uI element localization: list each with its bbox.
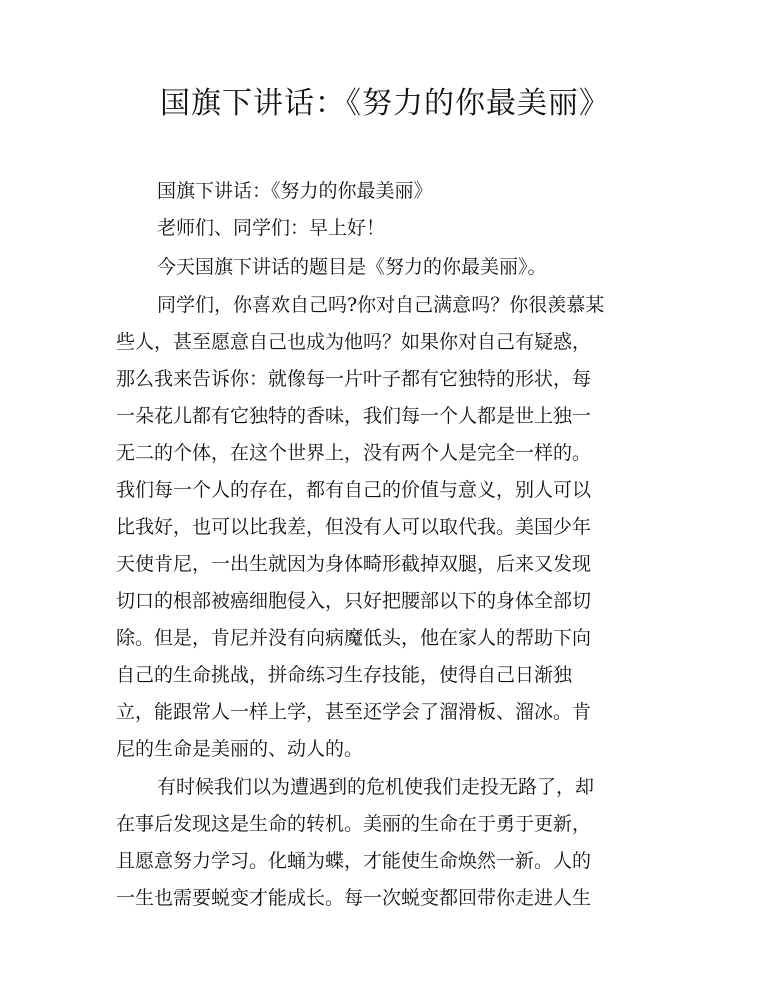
body-text-line: 自己的生命挑战，拼命练习生存技能，使得自己日渐独 [116,664,573,686]
body-text-line: 那么我来告诉你：就像每一片叶子都有它独特的形状，每 [116,368,592,390]
body-text-line: 天使肯尼，一出生就因为身体畸形截掉双腿，后来又发现 [116,553,592,575]
topic-line: 今天国旗下讲话的题目是《努力的你最美丽》。 [157,256,547,278]
body-text-line: 我们每一个人的存在，都有自己的价值与意义，别人可以 [116,479,592,501]
body-text-line: 同学们，你喜欢自己吗?你对自己满意吗？你很羡慕某 [157,294,605,316]
paragraph-heading-line: 国旗下讲话：《努力的你最美丽》 [157,180,433,202]
body-text-line: 在事后发现这是生命的转机。美丽的生命在于勇于更新， [116,813,592,835]
body-text-line: 一朵花儿都有它独特的香味，我们每一个人都是世上独一 [116,405,592,427]
body-text-line: 立，能跟常人一样上学，甚至还学会了溜滑板、溜冰。肯 [116,701,592,723]
body-text-line: 除。但是，肯尼并没有向病魔低头，他在家人的帮助下向 [116,627,592,649]
body-text-line: 比我好，也可以比我差，但没有人可以取代我。美国少年 [116,516,592,538]
body-text-line: 切口的根部被癌细胞侵入，只好把腰部以下的身体全部切 [116,590,592,612]
body-text-line: 无二的个体，在这个世界上，没有两个人是完全一样的。 [116,442,592,464]
body-text-line: 一生也需要蜕变才能成长。每一次蜕变都回带你走进人生 [116,887,592,909]
greeting-line: 老师们、同学们：早上好！ [157,217,386,239]
body-text-line: 有时候我们以为遭遇到的危机使我们走投无路了，却 [157,776,595,798]
body-text-line: 些人，甚至愿意自己也成为他吗？如果你对自己有疑惑， [116,331,592,353]
document-title: 国旗下讲话：《努力的你最美丽》 [160,86,610,121]
body-text-line: 尼的生命是美丽的、动人的。 [116,738,364,760]
body-text-line: 且愿意努力学习。化蛹为蝶，才能使生命焕然一新。人的 [116,850,592,872]
